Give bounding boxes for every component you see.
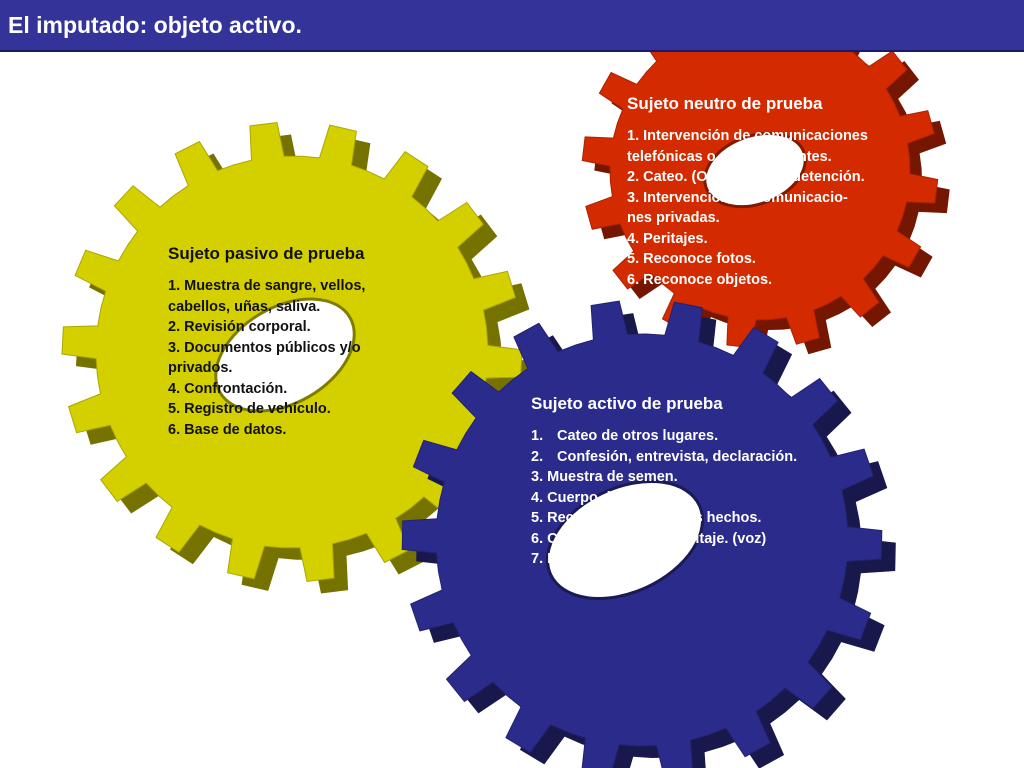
list-item: 4. Confrontación.	[168, 380, 288, 397]
numbered-list-item	[531, 447, 861, 468]
list-item: nes privadas.	[627, 210, 720, 226]
list-label: Confesión, entrevista, declaración.	[557, 448, 798, 465]
list-item: 3. Documentos públicos y/o	[168, 339, 361, 356]
panel-sujeto-neutro	[627, 93, 927, 290]
list-item: 6. Reconoce objetos.	[627, 271, 773, 288]
list-item: 5. Reconoce fotos.	[627, 251, 756, 267]
list-item: 6. Base de datos.	[168, 421, 287, 438]
list-item: 3. Muestra de semen.	[531, 469, 678, 485]
list-item: 4. Cuerpo de escritura.	[531, 489, 689, 506]
list-item: cabellos, uñas, saliva.	[168, 298, 321, 315]
list-item: 6. Complemento del peritaje. (voz)	[531, 530, 767, 547]
numbered-list-item	[531, 426, 861, 447]
title-bar	[0, 0, 1024, 52]
panel-sujeto-activo	[531, 393, 861, 570]
panel-sujeto-pasivo	[168, 243, 428, 440]
list-item: privados.	[168, 360, 233, 376]
list-item: 1. Intervención de comunicaciones	[627, 128, 868, 144]
list-item: 3. Intervención de comunicacio-	[627, 189, 848, 206]
list-item: 5. Reconstrucción de los hechos.	[531, 510, 762, 526]
panel-heading: Sujeto neutro de prueba	[627, 94, 823, 113]
list-item: telefónicas o entre presentes.	[627, 148, 832, 165]
list-number: 2.	[531, 448, 544, 465]
panel-heading: Sujeto activo de prueba	[531, 394, 723, 413]
list-label: Cateo de otros lugares.	[557, 428, 719, 444]
list-item: 5. Registro de vehículo.	[168, 401, 331, 417]
list-item: 1. Muestra de sangre, vellos,	[168, 278, 366, 294]
list-item: 4. Peritajes.	[627, 230, 708, 247]
panel-heading: Sujeto pasivo de prueba	[168, 244, 365, 263]
list-item: 7. Prueba anticipada.	[531, 551, 677, 567]
list-item: 2. Cateo. (Ojo: antes de detención.	[627, 169, 865, 185]
list-number: 1.	[531, 428, 544, 444]
list-item: 2. Revisión corporal.	[168, 319, 311, 335]
page-title: El imputado: objeto activo.	[8, 12, 302, 38]
